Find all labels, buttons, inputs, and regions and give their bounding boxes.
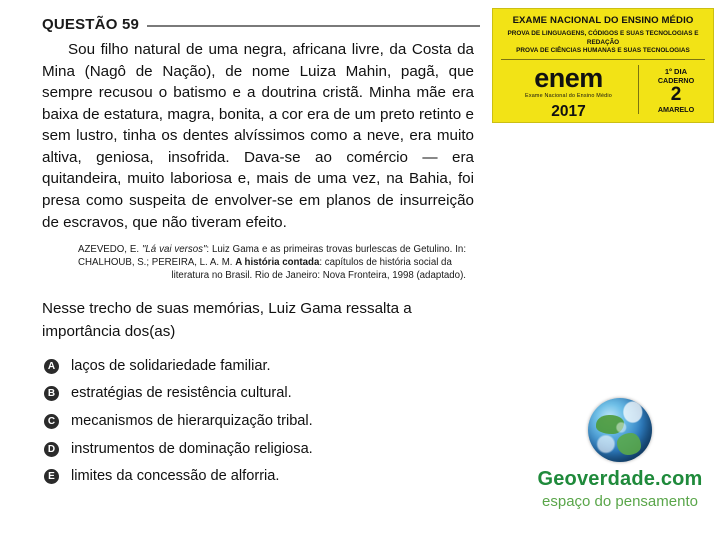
alternative-option-d[interactable] [44, 440, 484, 458]
enem-wordmark-subtitle: Exame Nacional do Ensino Médio [525, 92, 612, 99]
site-watermark [535, 398, 705, 510]
alternatives-list [44, 357, 484, 486]
brand-tagline: espaço do pensamento [542, 493, 698, 510]
exam-subtitle-line-1: PROVA DE LINGUAGENS, CÓDIGOS E SUAS TECNOLOGIAS E REDAÇÃO [507, 30, 699, 46]
question-number-label: QUESTÃO 59 [42, 16, 140, 33]
source-line1-rest: : Luiz Gama e as primeiras trovas burlescas de Getulino. In: [206, 244, 467, 256]
globe-icon [588, 398, 652, 462]
option-marker-e: E [44, 469, 59, 484]
source-editors: CHALHOUB, S.; PEREIRA, L. A. M. [78, 257, 236, 269]
option-text-d: instrumentos de dominação religiosa. [71, 440, 313, 457]
source-work-italic: "Lá vai versos" [141, 244, 207, 256]
enem-brand-block [493, 62, 638, 121]
option-text-b: estratégias de resistência cultural. [71, 385, 292, 402]
exam-subtitle-group [501, 30, 705, 60]
exam-year: 2017 [551, 102, 586, 120]
question-panel [32, 10, 484, 485]
question-prompt: Nesse trecho de suas memórias, Luiz Gama ressalta a importância dos(as) [42, 300, 412, 340]
caderno-number: 2 [670, 84, 682, 106]
source-title-bold: A história contada [235, 257, 320, 269]
exam-subtitle-line-2: PROVA DE CIÊNCIAS HUMANAS E SUAS TECNOLOGIAS [516, 47, 690, 55]
option-text-a: laços de solidariedade familiar. [71, 357, 271, 374]
source-author: AZEVEDO, E. [78, 244, 142, 256]
option-text-c: mecanismos de hierarquização tribal. [71, 413, 313, 430]
option-marker-d: D [44, 442, 59, 457]
passage-text [42, 39, 474, 233]
source-citation [78, 243, 466, 282]
exam-day-label: 1º DIA [664, 66, 688, 76]
globe-clouds-overlay [588, 398, 652, 462]
brand-name: Geoverdade.com [537, 468, 703, 490]
alternative-option-c[interactable] [44, 412, 484, 430]
alternative-option-e[interactable] [44, 467, 484, 485]
enem-exam-header-card [492, 8, 714, 123]
source-line2-rest: : capítulos de história social da [319, 257, 452, 269]
question-header [42, 16, 484, 33]
option-text-e: limites da concessão de alforria. [71, 468, 280, 485]
alternative-option-a[interactable] [44, 357, 484, 375]
option-marker-b: B [44, 386, 59, 401]
caderno-color: AMARELO [657, 105, 695, 115]
enem-wordmark: enem [534, 62, 603, 93]
alternative-option-b[interactable] [44, 384, 484, 402]
option-marker-a: A [44, 359, 59, 374]
exam-header-lower [493, 62, 713, 121]
caderno-block [638, 65, 713, 114]
exam-title: EXAME NACIONAL DO ENSINO MÉDIO [512, 15, 694, 26]
caderno-label: CADERNO [657, 75, 695, 85]
source-publication: literatura no Brasil. Rio de Janeiro: Nova Fronteira, 1998 (adaptado). [171, 270, 466, 282]
passage-body: Sou filho natural de uma negra, africana livre, da Costa da Mina (Nagô de Nação), de nome Luiza Mahin, pagã, que sempre recusou o batismo e a doutrina cristã. Minha mãe era baixa de estatura, magra, bonita, a cor era de um preto retinto e sem lustro, tinha os dentes alvíssimos como a neve, era muito altiva, geniosa, insofrida. Dava-se ao comércio — era quitandeira, muito laboriosa e, mais de uma vez, na Bahia, foi presa como suspeita de envolver-se em planos de insurreição de escravos, que não tiveram efeito. [42, 41, 474, 231]
header-divider-line [147, 25, 480, 27]
option-marker-c: C [44, 414, 59, 429]
